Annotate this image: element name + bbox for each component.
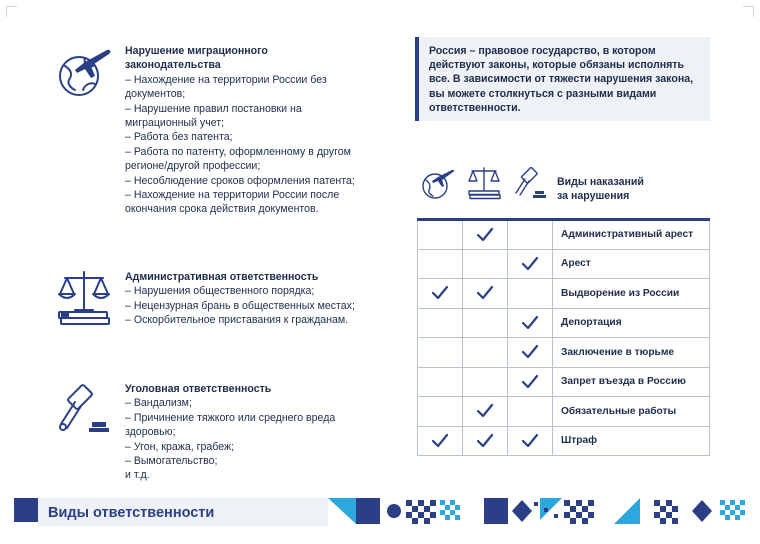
list-item: и т.д.	[125, 469, 150, 482]
scales-books-icon	[55, 270, 113, 328]
list-item: – Угон, кража, грабеж;	[125, 440, 235, 453]
mark-cell	[418, 249, 463, 279]
list-item: – Причинение тяжкого или среднего вреда здоровью;	[125, 411, 339, 439]
section-text	[125, 270, 355, 328]
scales-books-icon	[466, 166, 502, 200]
table-row	[418, 338, 710, 368]
checkmark-icon	[521, 433, 539, 449]
punishment-label: Выдворение из России	[553, 279, 710, 309]
list-item: – Нахождение на территории России без документов;	[125, 73, 330, 101]
list-item: – Работа без патента;	[125, 131, 233, 144]
footer-title: Виды ответственности	[48, 505, 215, 521]
table-row	[418, 397, 710, 427]
mark-cell	[508, 308, 553, 338]
punishment-table	[417, 218, 710, 456]
ornament-pattern	[328, 498, 760, 528]
checkmark-icon	[521, 256, 539, 272]
table-row	[418, 308, 710, 338]
mark-cell	[418, 279, 463, 309]
migration-globe-plane-icon	[55, 44, 113, 102]
mark-cell	[418, 367, 463, 397]
list-item: – Нарушение правил постановки на миграционный учет;	[125, 102, 305, 130]
list-item: – Оскорбительное приставания к гражданам.	[125, 314, 349, 327]
gavel-icon	[512, 166, 548, 200]
punishment-label: Арест	[553, 249, 710, 279]
mark-cell	[508, 397, 553, 427]
mark-cell	[508, 249, 553, 279]
mark-cell	[418, 338, 463, 368]
punishment-label: Депортация	[553, 308, 710, 338]
checkmark-icon	[476, 433, 494, 449]
table-row	[418, 220, 710, 250]
mark-cell	[418, 308, 463, 338]
list-item: – Нарушения общественного порядка;	[125, 285, 315, 298]
mark-cell	[508, 279, 553, 309]
crop-mark-top-left	[6, 6, 17, 17]
list-item: – Вандализм;	[125, 397, 192, 410]
checkmark-icon	[476, 285, 494, 301]
crop-mark-top-right	[743, 6, 754, 17]
mark-cell	[463, 397, 508, 427]
section-title: Административная ответственность	[125, 271, 319, 283]
punishment-label: Заключение в тюрьме	[553, 338, 710, 368]
checkmark-icon	[521, 344, 539, 360]
mark-cell	[463, 338, 508, 368]
checkmark-icon	[476, 227, 494, 243]
checkmark-icon	[521, 315, 539, 331]
list-item: – Работа по патенту, оформленному в другом регионе/другой профессии;	[125, 145, 354, 173]
mark-cell	[418, 397, 463, 427]
list-item: – Вымогательство;	[125, 455, 218, 468]
section-title: Нарушение миграционного законодательства	[125, 45, 268, 72]
mark-cell	[508, 220, 553, 250]
mark-cell	[508, 338, 553, 368]
mark-cell	[418, 426, 463, 456]
gavel-icon	[55, 382, 113, 440]
table-row	[418, 367, 710, 397]
punishment-label: Штраф	[553, 426, 710, 456]
section-text	[125, 382, 355, 483]
footer-square	[14, 498, 38, 522]
table-row	[418, 426, 710, 456]
types-title-line: за нарушения	[557, 190, 630, 203]
list-item: – Нецензурная брань в общественных местах;	[125, 299, 355, 312]
table-row	[418, 249, 710, 279]
types-title-line: Виды наказаний	[557, 176, 644, 188]
section-text	[125, 44, 355, 217]
mark-cell	[418, 220, 463, 250]
mark-cell	[508, 367, 553, 397]
punishment-label: Обязательные работы	[553, 397, 710, 427]
checkmark-icon	[431, 285, 449, 301]
list-item: – Нахождение на территории России после окончания срока действия документов.	[125, 189, 343, 216]
mark-cell	[463, 367, 508, 397]
mark-cell	[463, 426, 508, 456]
checkmark-icon	[431, 433, 449, 449]
mark-cell	[463, 220, 508, 250]
mark-cell	[463, 249, 508, 279]
list-item: – Несоблюдение сроков оформления патента;	[125, 174, 355, 187]
notice-box: Россия – правовое государство, в котором действуют законы, которые обязаны исполнять все. В зависимости от тяжести нарушения закона, вы можете столкнуться с разными видами ответственности.	[415, 37, 710, 121]
mark-cell	[508, 426, 553, 456]
checkmark-icon	[521, 374, 539, 390]
migration-globe-plane-icon	[420, 166, 456, 200]
punishment-label: Запрет въезда в Россию	[553, 367, 710, 397]
table-row	[418, 279, 710, 309]
mark-cell	[463, 308, 508, 338]
mark-cell	[463, 279, 508, 309]
types-title	[557, 175, 707, 204]
punishment-label: Административный арест	[553, 220, 710, 250]
section-title: Уголовная ответственность	[125, 383, 272, 395]
checkmark-icon	[476, 403, 494, 419]
